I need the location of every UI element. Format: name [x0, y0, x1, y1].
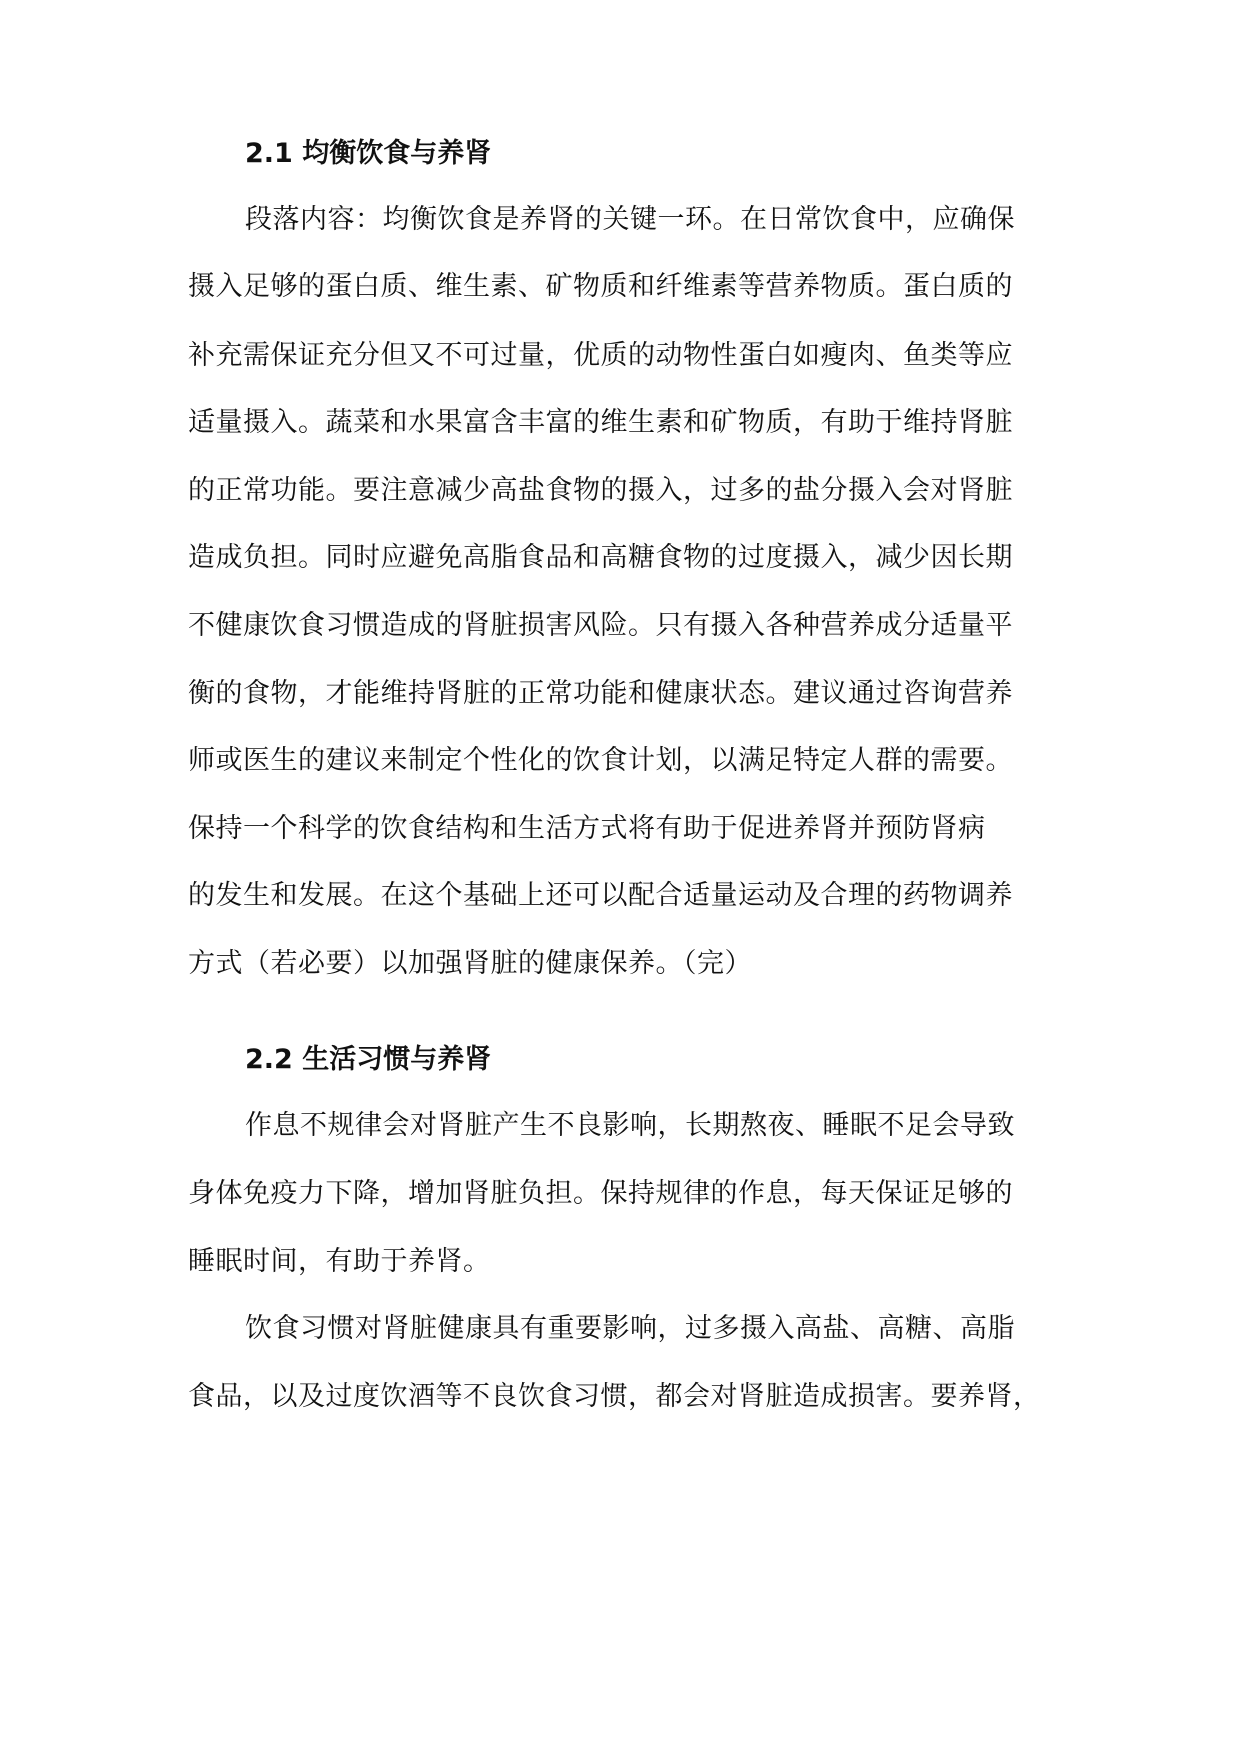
paragraph-line: 衡的食物，才能维持肾脏的正常功能和健康状态。建议通过咨询营养: [188, 678, 1013, 709]
paragraph-line: 睡眠时间，有助于养肾。: [188, 1246, 491, 1277]
paragraph-line: 摄入足够的蛋白质、维生素、矿物质和纤维素等营养物质。蛋白质的: [188, 271, 1013, 302]
section-heading-2-2: 2.2 生活习惯与养肾: [245, 1044, 492, 1075]
paragraph-line: 造成负担。同时应避免高脂食品和高糖食物的过度摄入，减少因长期: [188, 542, 1013, 573]
paragraph-line: 适量摄入。蔬菜和水果富含丰富的维生素和矿物质，有助于维持肾脏: [188, 407, 1013, 438]
paragraph-line: 不健康饮食习惯造成的肾脏损害风险。只有摄入各种营养成分适量平: [188, 610, 1013, 641]
paragraph-line: 的正常功能。要注意减少高盐食物的摄入，过多的盐分摄入会对肾脏: [188, 475, 1013, 506]
paragraph-line: 方式（若必要）以加强肾脏的健康保养。（完）: [188, 948, 752, 979]
paragraph-line: 作息不规律会对肾脏产生不良影响，长期熬夜、睡眠不足会导致: [245, 1110, 1015, 1141]
paragraph-line: 的发生和发展。在这个基础上还可以配合适量运动及合理的药物调养: [188, 880, 1013, 911]
paragraph-line: 饮食习惯对肾脏健康具有重要影响，过多摄入高盐、高糖、高脂: [245, 1313, 1015, 1344]
paragraph-line: 食品，以及过度饮酒等不良饮食习惯，都会对肾脏造成损害。要养肾，: [188, 1381, 1041, 1412]
paragraph-line: 段落内容：均衡饮食是养肾的关键一环。在日常饮食中，应确保: [245, 204, 1015, 235]
paragraph-line: 身体免疫力下降，增加肾脏负担。保持规律的作息，每天保证足够的: [188, 1178, 1013, 1209]
paragraph-line: 保持一个科学的饮食结构和生活方式将有助于促进养肾并预防肾病: [188, 813, 986, 844]
section-heading-2-1: 2.1 均衡饮食与养肾: [245, 138, 492, 169]
paragraph-line: 师或医生的建议来制定个性化的饮食计划，以满足特定人群的需要。: [188, 745, 1013, 776]
paragraph-line: 补充需保证充分但又不可过量，优质的动物性蛋白如瘦肉、鱼类等应: [188, 340, 1013, 371]
